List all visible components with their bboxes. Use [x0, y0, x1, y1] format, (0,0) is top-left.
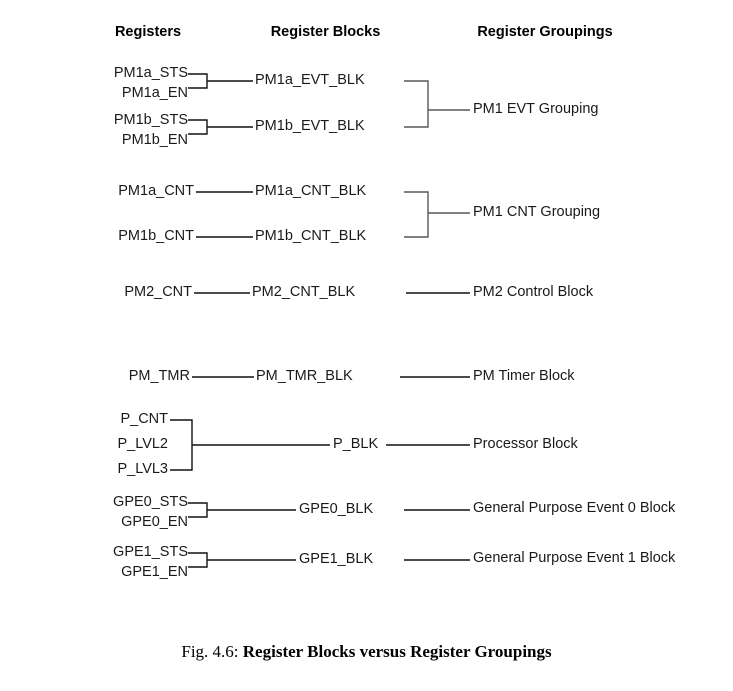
register-pm1b-sts: PM1b_STS [113, 112, 188, 128]
grouping-processor-block: Processor Block [473, 436, 578, 452]
grouping-pm1-cnt-grouping: PM1 CNT Grouping [473, 204, 601, 220]
register-pm1a-en: PM1a_EN [121, 85, 188, 101]
register-pm2-cnt: PM2_CNT [124, 284, 192, 300]
register-p-lvl3: P_LVL3 [117, 461, 168, 477]
register-pm1a-cnt: PM1a_CNT [118, 183, 194, 199]
register-pm1b-cnt: PM1b_CNT [118, 228, 194, 244]
column-heading-register-blocks: Register Blocks [270, 24, 381, 40]
grouping-gpe0-block: General Purpose Event 0 Block [473, 500, 676, 516]
column-heading-registers: Registers [114, 24, 182, 40]
register-block-p-blk: P_BLK [333, 436, 379, 452]
register-block-pm2-cnt-blk: PM2_CNT_BLK [252, 284, 356, 300]
grouping-pm-timer-block: PM Timer Block [473, 368, 575, 384]
register-block-gpe1-blk: GPE1_BLK [299, 551, 374, 567]
register-gpe1-sts: GPE1_STS [113, 544, 188, 560]
register-p-lvl2: P_LVL2 [117, 436, 168, 452]
register-block-pm-tmr-blk: PM_TMR_BLK [256, 368, 353, 384]
figure-caption-label: Fig. 4.6: [181, 642, 239, 661]
grouping-pm1-evt-grouping: PM1 EVT Grouping [473, 101, 599, 117]
register-gpe1-en: GPE1_EN [121, 564, 188, 580]
register-gpe0-en: GPE0_EN [121, 514, 188, 530]
grouping-pm2-control-block: PM2 Control Block [473, 284, 594, 300]
register-block-pm1b-evt-blk: PM1b_EVT_BLK [255, 118, 365, 134]
register-block-pm1a-cnt-blk: PM1a_CNT_BLK [255, 183, 367, 199]
register-block-gpe0-blk: GPE0_BLK [299, 501, 374, 517]
register-pm-tmr: PM_TMR [128, 368, 190, 384]
grouping-gpe1-block: General Purpose Event 1 Block [473, 550, 676, 566]
figure-caption-title: Register Blocks versus Register Groupings [242, 642, 552, 661]
register-block-pm1b-cnt-blk: PM1b_CNT_BLK [255, 228, 367, 244]
register-block-pm1a-evt-blk: PM1a_EVT_BLK [255, 72, 365, 88]
register-p-cnt: P_CNT [120, 411, 168, 427]
register-gpe0-sts: GPE0_STS [113, 494, 188, 510]
register-pm1b-en: PM1b_EN [121, 132, 188, 148]
figure-caption [0, 642, 733, 662]
register-pm1a-sts: PM1a_STS [113, 65, 188, 81]
column-heading-register-groupings: Register Groupings [477, 24, 613, 40]
